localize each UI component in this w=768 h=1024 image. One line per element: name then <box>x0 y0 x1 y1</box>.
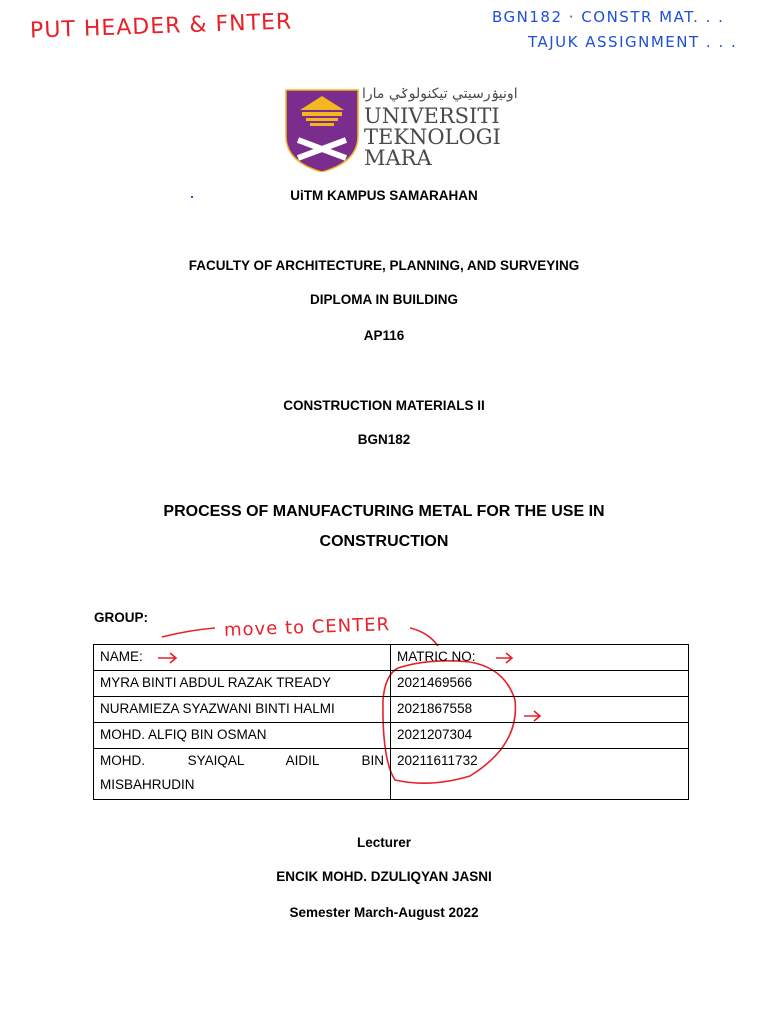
table-row <box>94 723 689 749</box>
handwritten-header-note: PUT HEADER & FNTER <box>29 9 293 44</box>
table-row <box>94 749 689 800</box>
group-label: GROUP: <box>94 610 148 625</box>
table-header-row <box>94 645 689 671</box>
logo-jawi-text: اونيۏرسيتي تيكنولوݢي مارا <box>362 86 518 102</box>
member-matric: 2021867558 <box>391 697 689 723</box>
programme-name: DIPLOMA IN BUILDING <box>310 292 458 307</box>
course-code: BGN182 <box>357 432 411 447</box>
logo-line-1: UNIVERSITI <box>364 104 500 128</box>
table-row <box>94 697 689 723</box>
title-line-2: CONSTRUCTION <box>319 533 449 550</box>
handwritten-move-note: move to CENTER <box>223 614 391 641</box>
member-name: MYRA BINTI ABDUL RAZAK TREADY <box>94 671 391 697</box>
member-matric: 2021469566 <box>391 671 689 697</box>
campus-name: UiTM KAMPUS SAMARAHAN <box>290 188 478 203</box>
member-matric: 20211611732 <box>391 749 689 800</box>
logo-line-2: TEKNOLOGI <box>364 125 501 149</box>
faculty-name: FACULTY OF ARCHITECTURE, PLANNING, AND SURVEYING <box>188 258 580 273</box>
member-matric: 2021207304 <box>391 723 689 749</box>
lecturer-name: ENCIK MOHD. DZULIQYAN JASNI <box>276 869 492 884</box>
member-name: MOHD. ALFIQ BIN OSMAN <box>94 723 391 749</box>
member-name: NURAMIEZA SYAZWANI BINTI HALMI <box>94 697 391 723</box>
logo-line-3: MARA <box>364 146 432 170</box>
assignment-title <box>0 497 768 557</box>
table-row <box>94 671 689 697</box>
handwritten-title-note: TAJUK ASSIGNMENT . . . <box>528 33 738 51</box>
course-name: CONSTRUCTION MATERIALS II <box>283 398 485 413</box>
member-name-line-2: MISBAHRUDIN <box>100 777 195 792</box>
header-matric: MATRIC NO: <box>391 645 689 671</box>
title-line-1: PROCESS OF MANUFACTURING METAL FOR THE USE IN <box>163 503 605 520</box>
handwritten-course-note: BGN182 · CONSTR MAT. . . <box>492 8 725 26</box>
member-name-line-1: MOHD. SYAIQAL AIDIL BIN <box>100 753 384 768</box>
members-table <box>93 644 689 800</box>
programme-code: AP116 <box>363 328 405 343</box>
semester: Semester March-August 2022 <box>289 905 479 920</box>
logo-wordmark <box>364 106 501 169</box>
lecturer-label: Lecturer <box>356 835 412 850</box>
header-name: NAME: <box>94 645 391 671</box>
member-name <box>94 749 391 800</box>
